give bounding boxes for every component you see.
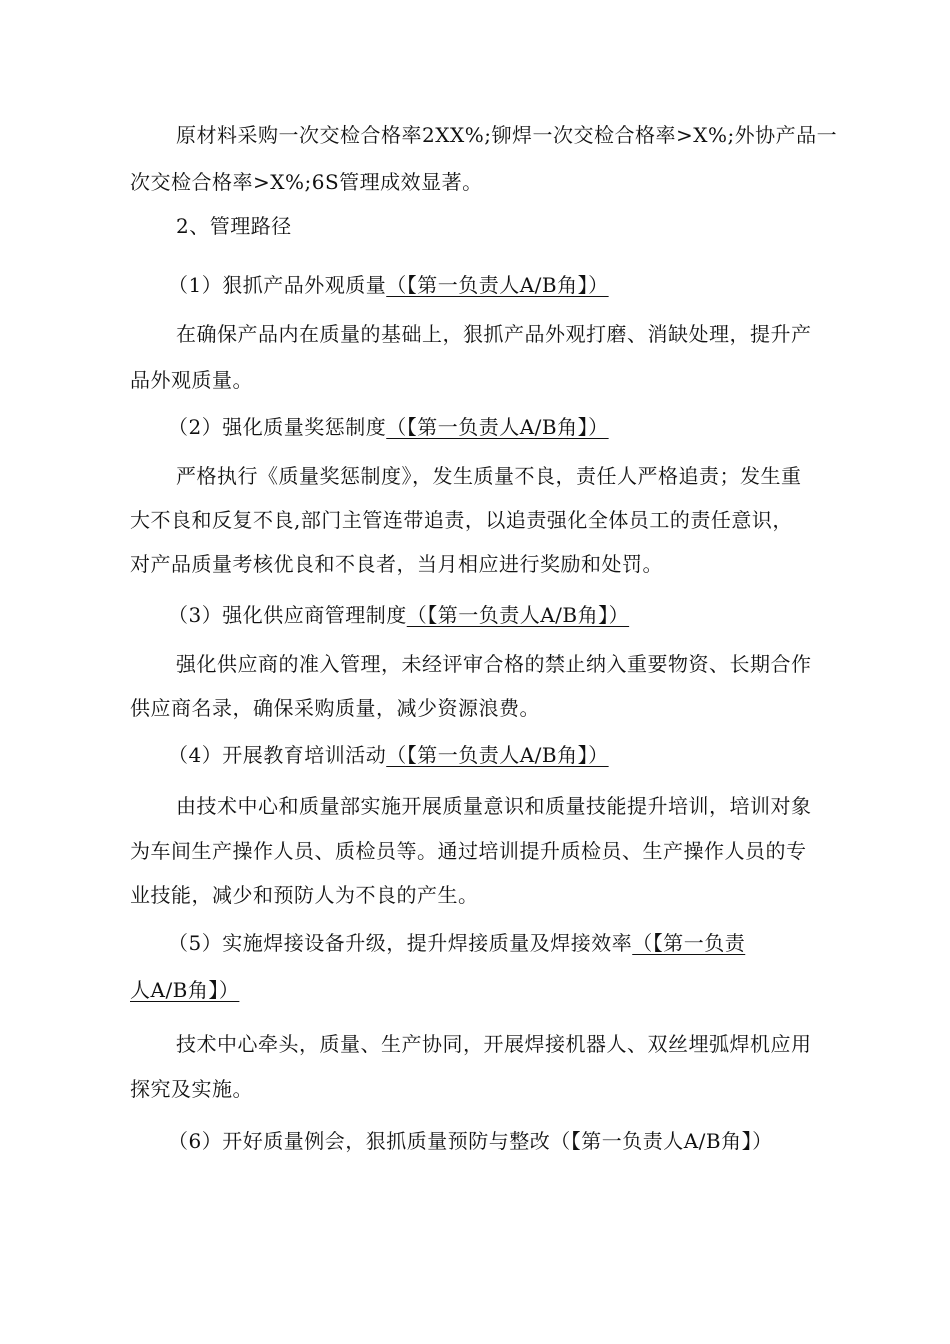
item-3-responsibility: （【第一负责人A/B角】） [406,603,630,627]
intro-line-1: 原材料采购一次交检合格率2XX%;铆焊一次交检合格率>X%;外协产品一 [176,123,838,147]
intro-line-2: 次交检合格率>X%;6S管理成效显著。 [130,170,483,194]
item-2-title: （2）强化质量奖惩制度 [168,415,387,439]
item-5-responsibility-part-2: 人A/B角】） [130,978,240,1002]
item-2-heading [168,413,609,441]
item-4-responsibility: （【第一负责人A/B角】） [386,743,609,767]
item-4-body-line-1: 由技术中心和质量部实施开展质量意识和质量技能提升培训，培训对象 [176,794,812,818]
item-1-body-line-1: 在确保产品内在质量的基础上，狠抓产品外观打磨、消缺处理，提升产 [176,322,812,346]
item-1-body-line-2: 品外观质量。 [130,368,253,392]
item-3-body-line-1: 强化供应商的准入管理，未经评审合格的禁止纳入重要物资、长期合作 [176,652,812,676]
item-4-title: （4）开展教育培训活动 [168,743,387,767]
item-5-body-line-2: 探究及实施。 [130,1077,253,1101]
item-4-body-line-2: 为车间生产操作人员、质检员等。通过培训提升质检员、生产操作人员的专 [130,839,807,863]
section-heading: 2、管理路径 [176,214,292,238]
item-6-heading [168,1127,773,1155]
item-1-title: （1）狠抓产品外观质量 [168,273,387,297]
item-5-body-line-1: 技术中心牵头，质量、生产协同，开展焊接机器人、双丝埋弧焊机应用 [176,1032,812,1056]
item-3-body-line-2: 供应商名录，确保采购质量，减少资源浪费。 [130,696,540,720]
item-2-body-line-3: 对产品质量考核优良和不良者，当月相应进行奖励和处罚。 [130,552,663,576]
item-2-body-line-2: 大不良和反复不良,部门主管连带追责，以追责强化全体员工的责任意识， [130,508,793,532]
item-3-heading [168,601,629,629]
item-5-responsibility-part-1: （【第一负责 [632,931,746,955]
item-6-title: （6）开好质量例会，狠抓质量预防与整改 [168,1129,551,1153]
item-1-responsibility: （【第一负责人A/B角】） [386,273,609,297]
item-1-heading [168,271,609,299]
item-4-body-line-3: 业技能，减少和预防人为不良的产生。 [130,883,479,907]
item-5-title: （5）实施焊接设备升级，提升焊接质量及焊接效率 [168,931,633,955]
item-2-responsibility: （【第一负责人A/B角】） [386,415,609,439]
item-4-heading [168,741,609,769]
item-6-responsibility: （【第一负责人A/B角】） [550,1129,773,1153]
item-2-body-line-1: 严格执行《质量奖惩制度》，发生质量不良，责任人严格追责；发生重 [176,464,802,488]
item-3-title: （3）强化供应商管理制度 [168,603,407,627]
item-5-heading-cont [130,976,239,1004]
item-5-heading [168,929,745,957]
